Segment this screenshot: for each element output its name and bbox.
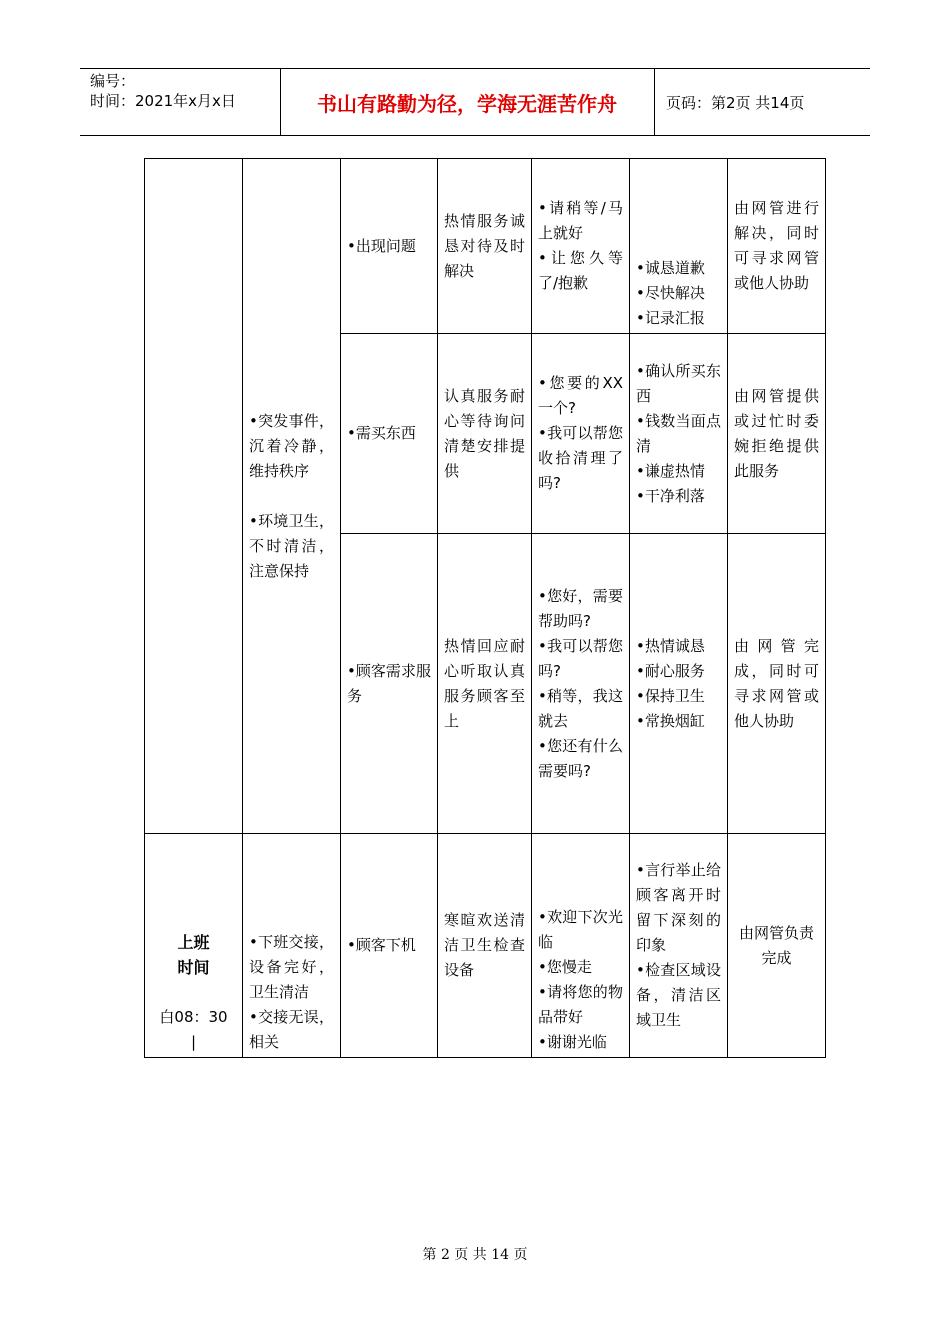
remark-cell: 由网管提供或过忙时委婉拒绝提供此服务 xyxy=(728,334,826,534)
phrases-cell: •欢迎下次光临 •您慢走 •请将您的物品带好 •谢谢光临 xyxy=(532,834,630,1058)
header-meta xyxy=(90,71,236,111)
remark-cell: 由网管进行解决，同时可寻求网管或他人协助 xyxy=(728,159,826,334)
remark-cell: 由网管负责完成 xyxy=(728,834,826,1058)
document-header xyxy=(80,68,870,136)
header-motto: 书山有路勤为径，学海无涯苦作舟 xyxy=(317,91,617,116)
actions-cell: •言行举止给顾客离开时留下深刻的印象 •检查区域设备，清洁区域卫生 xyxy=(630,834,728,1058)
duty-item: •下班交接，设备完好，卫生清洁 xyxy=(249,933,334,1001)
shift-cell xyxy=(145,834,243,1058)
actions-cell: •热情诚恳 •耐心服务 •保持卫生 •常换烟缸 xyxy=(630,534,728,834)
duty-item: •交接无误，相关 xyxy=(249,1008,334,1051)
duty-cell xyxy=(243,159,341,834)
remark-cell: 由网管完成，同时可寻求网管或他人协助 xyxy=(728,534,826,834)
situation-cell: •顾客下机 xyxy=(341,834,438,1058)
header-page-info: 页码：第2页 共14页 xyxy=(666,93,805,112)
duty-item: •环境卫生，不时清洁，注意保持 xyxy=(249,511,334,580)
duty-item: •突发事件，沉着冷静，维持秩序 xyxy=(249,411,334,480)
document-code-label: 编号： xyxy=(90,72,136,90)
phrases-cell: •请稍等/马上就好 •让您久等了/抱歉 xyxy=(532,159,630,334)
attitude-cell: 寒暄欢送清洁卫生检查设备 xyxy=(438,834,532,1058)
duty-cell xyxy=(243,834,341,1058)
situation-cell: •出现问题 xyxy=(341,159,438,334)
service-procedure-table xyxy=(144,158,826,1058)
attitude-cell: 认真服务耐心等待询问清楚安排提供 xyxy=(438,334,532,534)
actions-cell: •诚恳道歉 •尽快解决 •记录汇报 xyxy=(630,159,728,334)
situation-cell: •需买东西 xyxy=(341,334,438,534)
shift-time: 白08：30 | xyxy=(159,1008,228,1051)
shift-title: 上班 时间 xyxy=(177,933,210,977)
attitude-cell: 热情回应耐心听取认真服务顾客至上 xyxy=(438,534,532,834)
phrases-cell: •您好，需要帮助吗? •我可以帮您吗? •稍等，我这就去 •您还有什么需要吗? xyxy=(532,534,630,834)
table-row xyxy=(145,834,826,1058)
actions-cell: •确认所买东西 •钱数当面点清 •谦虚热情 •干净利落 xyxy=(630,334,728,534)
page-footer: 第 2 页 共 14 页 xyxy=(422,1247,528,1263)
document-date: 时间：2021年x月x日 xyxy=(90,92,236,110)
attitude-cell: 热情服务诚恳对待及时解决 xyxy=(438,159,532,334)
table-row xyxy=(145,159,826,334)
situation-cell: •顾客需求服务 xyxy=(341,534,438,834)
shift-cell-empty xyxy=(145,159,243,834)
header-divider xyxy=(654,69,655,135)
phrases-cell: •您要的XX一个? •我可以帮您收拾清理了吗? xyxy=(532,334,630,534)
